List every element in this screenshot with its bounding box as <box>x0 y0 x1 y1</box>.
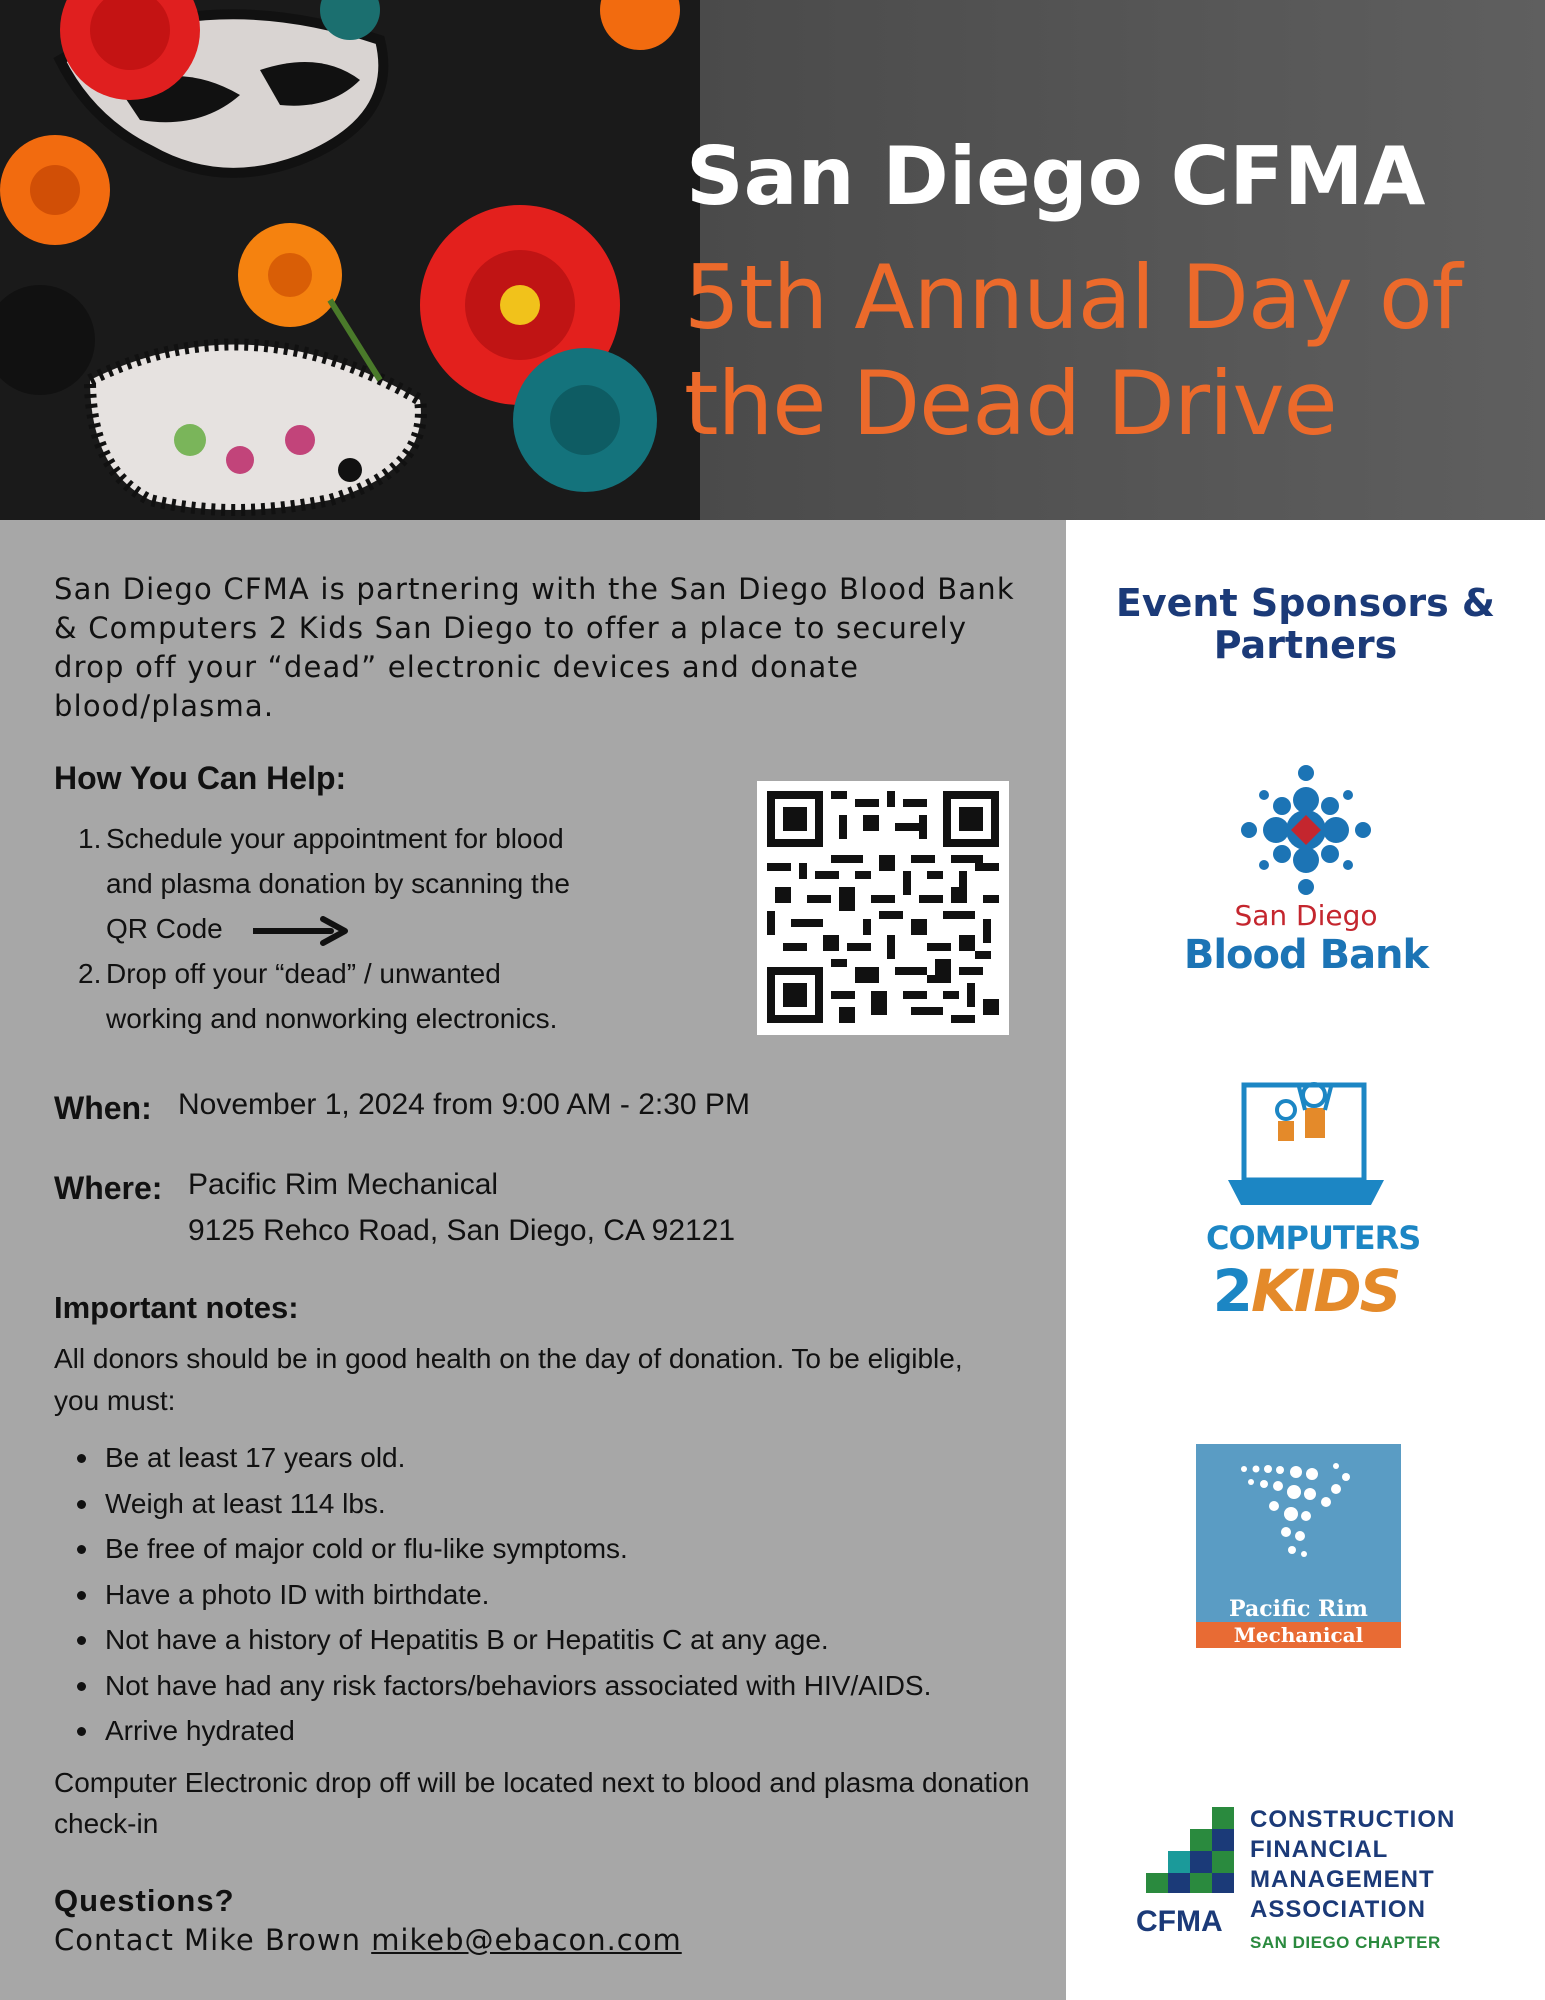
qr-code[interactable] <box>757 781 1009 1035</box>
cfma-line: ASSOCIATION <box>1250 1896 1426 1923</box>
cfma-chapter: SAN DIEGO CHAPTER <box>1250 1933 1441 1952</box>
pacific-rim-name: Pacific Rim <box>1229 1596 1368 1622</box>
contact-email-link[interactable]: mikeb@ebacon.com <box>371 1923 682 1957</box>
step-line-with-arrow <box>106 906 678 951</box>
notes-intro: All donors should be in good health on the day of donation. To be eligible, you must: <box>54 1343 963 1416</box>
list-item: Not have had any risk factors/behaviors associated with HIV/AIDS. <box>105 1663 1065 1709</box>
step-number: 1. <box>78 823 102 854</box>
cfma-abbr: CFMA <box>1136 1905 1223 1938</box>
notes-heading: Important notes: <box>54 1290 299 1325</box>
blood-bank-line2: Blood Bank <box>1183 932 1429 978</box>
right-arrow-icon <box>253 916 349 946</box>
header-title: San Diego CFMA <box>686 130 1426 223</box>
list-item: Have a photo ID with birthdate. <box>105 1572 1065 1618</box>
pacific-rim-mechanical-logo <box>1196 1444 1401 1648</box>
step-line: QR Code <box>106 913 223 944</box>
when-value: November 1, 2024 from 9:00 AM - 2:30 PM <box>178 1088 750 1121</box>
list-item: Arrive hydrated <box>105 1708 1065 1754</box>
header-banner <box>0 0 1545 520</box>
list-item: Weigh at least 114 lbs. <box>105 1481 1065 1527</box>
step-line: working and nonworking electronics. <box>106 1003 558 1034</box>
help-step-2 <box>78 951 678 1041</box>
san-diego-blood-bank-logo <box>1176 765 1436 1015</box>
contact-text: Contact Mike Brown <box>54 1923 372 1957</box>
c2k-kids: KIDS <box>1250 1257 1400 1325</box>
when-label: When: <box>54 1090 152 1126</box>
help-heading: How You Can Help: <box>54 760 347 796</box>
where-address: 9125 Rehco Road, San Diego, CA 92121 <box>188 1214 736 1247</box>
help-step-1 <box>78 816 678 951</box>
cfma-line: MANAGEMENT <box>1250 1866 1435 1893</box>
where-label: Where: <box>54 1170 163 1206</box>
list-item: Be free of major cold or flu-like symptoms. <box>105 1526 1065 1572</box>
c2k-line2 <box>1206 1257 1406 1325</box>
step-line: and plasma donation by scanning the <box>106 868 570 899</box>
step-line: Drop off your “dead” / unwanted <box>106 958 501 989</box>
blood-bank-emblem-icon <box>1176 765 1436 895</box>
c2k-two: 2 <box>1212 1257 1251 1325</box>
event-details-panel <box>0 520 1066 2000</box>
intro-paragraph: San Diego CFMA is partnering with the San Diego Blood Bank & Computers 2 Kids San Diego to offer a place to securely drop off your “dead” electronic devices and donate blood/plasma. <box>54 572 1015 723</box>
cfma-name-block <box>1250 1805 1455 1953</box>
questions-heading: Questions? <box>54 1883 235 1918</box>
list-item: Be at least 17 years old. <box>105 1435 1065 1481</box>
day-of-the-dead-masks-image <box>0 0 700 520</box>
sponsors-panel <box>1066 520 1545 2000</box>
pacific-rim-dots-icon <box>1196 1444 1401 1594</box>
contact-line <box>54 1923 682 1957</box>
cfma-line: CONSTRUCTION <box>1250 1806 1456 1833</box>
list-item: Not have a history of Hepatitis B or Hepatitis C at any age. <box>105 1617 1065 1663</box>
where-venue: Pacific Rim Mechanical <box>188 1168 499 1201</box>
cfma-squares-icon <box>1146 1805 1236 1895</box>
c2k-line1: COMPUTERS <box>1206 1219 1421 1257</box>
computer-kids-icon <box>1206 1065 1406 1215</box>
step-number: 2. <box>78 958 102 989</box>
cfma-line: FINANCIAL <box>1250 1836 1389 1863</box>
dropoff-note: Computer Electronic drop off will be located next to blood and plasma donation check-in <box>54 1767 1030 1839</box>
sponsors-title: Event Sponsors & Partners <box>1115 581 1496 667</box>
qr-code-icon <box>767 791 999 1023</box>
header-subtitle: 5th Annual Day of the Dead Drive <box>684 246 1462 455</box>
computers-2-kids-logo <box>1206 1065 1421 1325</box>
pacific-rim-band: Mechanical <box>1196 1622 1401 1648</box>
cfma-logo <box>1136 1805 1516 1965</box>
eligibility-list <box>105 1435 1065 1754</box>
step-line: Schedule your appointment for blood <box>106 823 564 854</box>
blood-bank-line1: San Diego <box>1234 899 1378 932</box>
help-steps-list <box>78 816 678 1041</box>
